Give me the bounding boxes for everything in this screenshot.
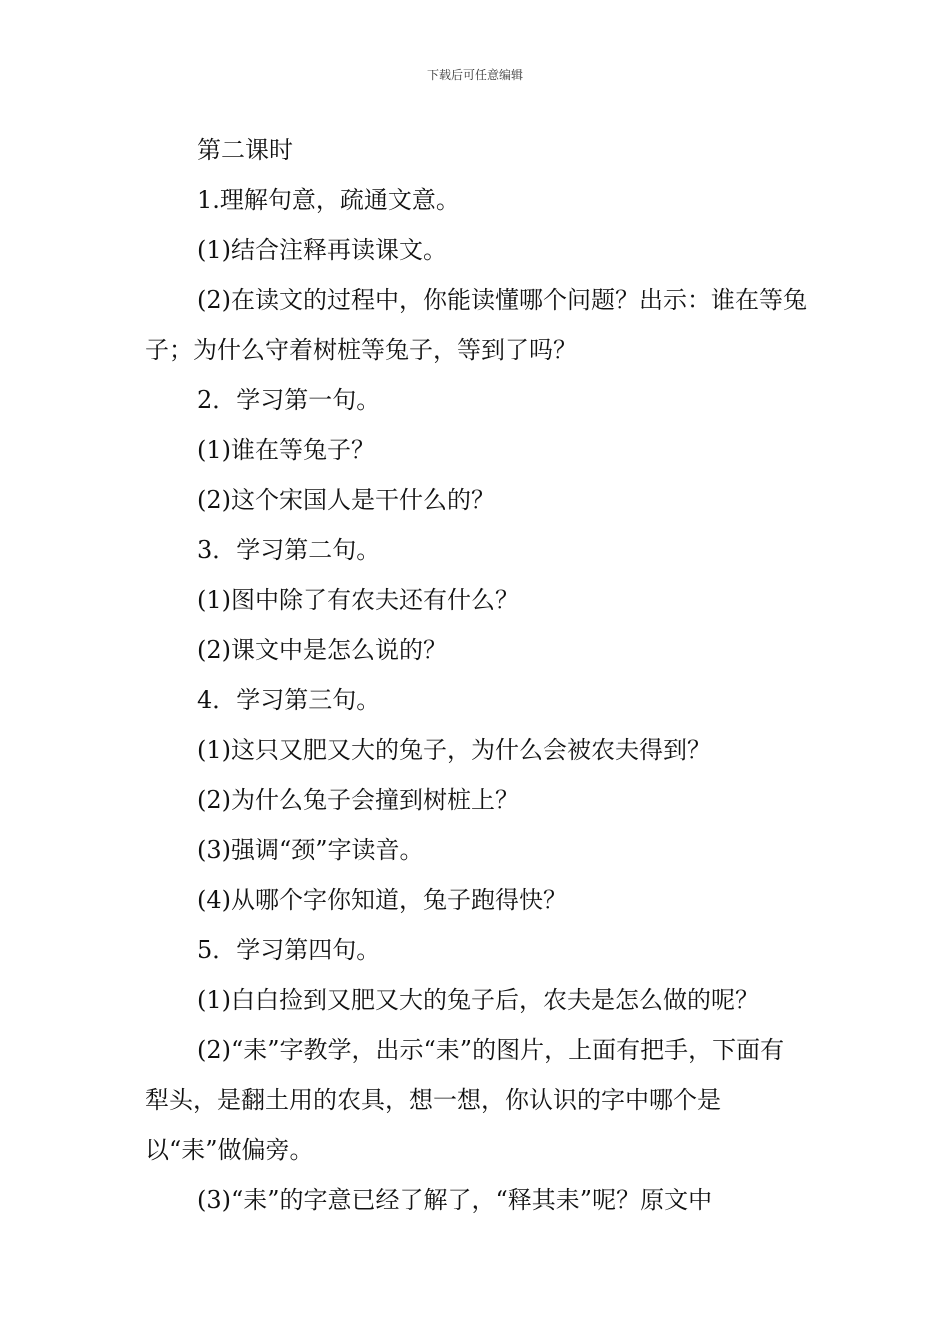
paragraph: (1)这只又肥又大的兔子，为什么会被农夫得到？ xyxy=(197,736,711,764)
paragraph: (1)白白捡到又肥又大的兔子后，农夫是怎么做的呢？ xyxy=(197,986,759,1014)
paragraph: (2)为什么兔子会撞到树桩上？ xyxy=(197,786,519,814)
section-heading: 3．学习第二句。 xyxy=(197,536,381,564)
section-heading: 5．学习第四句。 xyxy=(197,936,381,964)
lesson-heading: 第二课时 xyxy=(197,136,293,164)
section-heading: 2．学习第一句。 xyxy=(197,386,381,414)
paragraph: (2)课文中是怎么说的？ xyxy=(197,636,447,664)
page-header-note: 下载后可任意编辑 xyxy=(426,68,523,82)
paragraph: (3)“耒”的字意已经了解了，“释其耒”呢？原文中 xyxy=(197,1186,713,1214)
paragraph: (1)谁在等兔子？ xyxy=(197,436,375,464)
paragraph: (1)结合注释再读课文。 xyxy=(197,236,447,264)
paragraph: (2)“耒”字教学，出示“耒”的图片，上面有把手，下面有犁头，是翻土用的农具，想一想，你认识的字中哪个是以“耒”做偏旁。 xyxy=(145,1036,785,1164)
document-body xyxy=(145,125,807,1225)
paragraph: (2)在读文的过程中，你能读懂哪个问题？出示：谁在等兔子；为什么守着树桩等兔子，等到了吗？ xyxy=(145,286,807,364)
section-heading: 4．学习第三句。 xyxy=(197,686,381,714)
paragraph: 1.理解句意，疏通文意。 xyxy=(197,186,460,214)
paragraph: (4)从哪个字你知道，兔子跑得快？ xyxy=(197,886,567,914)
paragraph: (3)强调“颈”字读音。 xyxy=(197,836,424,864)
paragraph: (2)这个宋国人是干什么的？ xyxy=(197,486,495,514)
paragraph: (1)图中除了有农夫还有什么？ xyxy=(197,586,519,614)
